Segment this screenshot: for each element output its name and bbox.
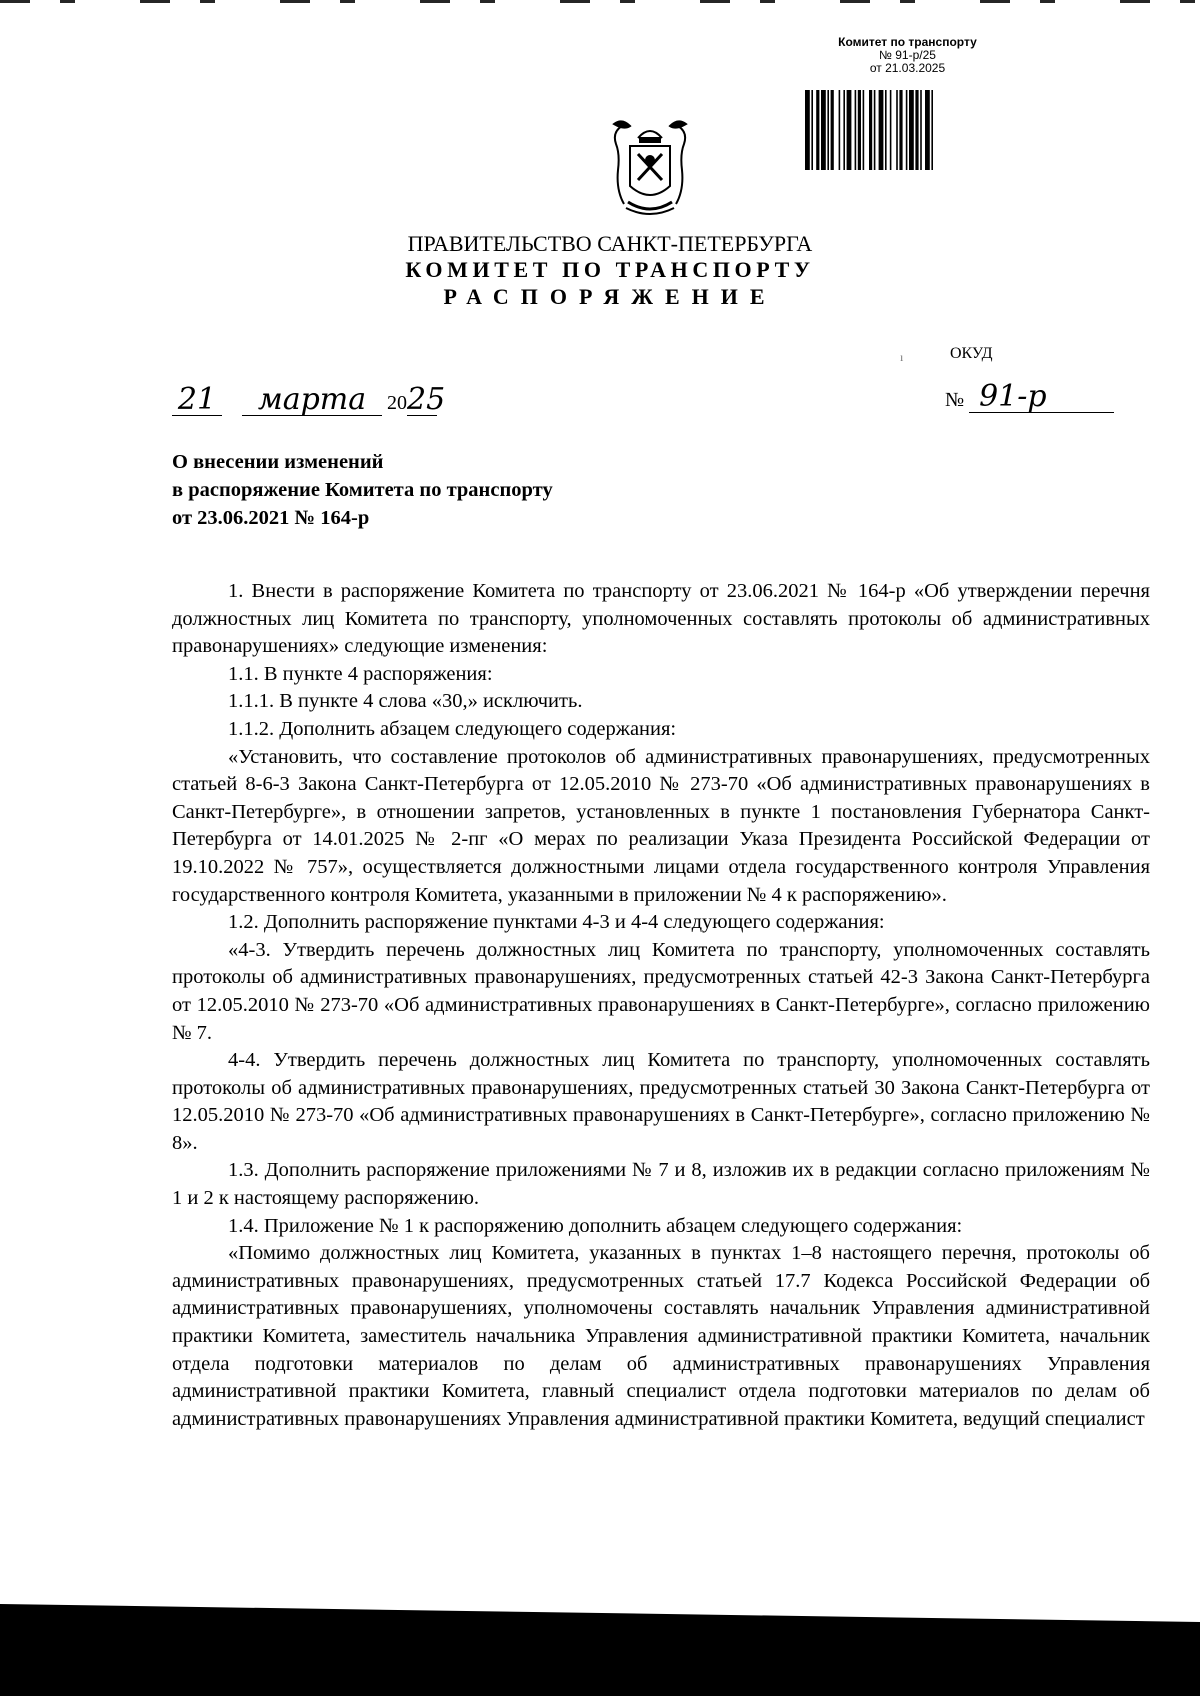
paragraph-1-2: 1.2. Дополнить распоряжение пунктами 4-3 и 4-4 следующего содержания: — [228, 911, 885, 934]
paragraph-4-4: 4-4. Утвердить перечень должностных лиц Комитета по транспорту, уполномоченных составлять протоколы об административных правонарушениях, предусмотренных статьей 30 Закона Санкт-Петербурга от 12.05.2010 № 273-70 «Об административных правонарушениях в Санкт-Петербурге», согласно приложению № 8». — [172, 1049, 1150, 1154]
barcode-bar — [890, 90, 892, 170]
coat-of-arms-icon — [600, 118, 700, 220]
barcode — [805, 90, 1010, 170]
barcode-bar — [896, 90, 898, 170]
barcode-bar — [816, 90, 819, 170]
subject-line-3: от 23.06.2021 № 164-р — [172, 507, 370, 529]
document-body — [172, 578, 1150, 1433]
paragraph-quote-1: «Установить, что составление протоколов об административных правонарушениях, предусмотренных статьей 8-6-3 Закона Санкт-Петербурга от 12.05.2010 № 273-70 «Об административных правонарушениях в Санкт-Петербурге», в отношении запретов, установленных в пункте 1 постановления Губернатора Санкт-Петербурга от 14.01.2025 № 2-пг «О мерах по реализации Указа Президента Российской Федерации от 19.10.2022 № 757», осуществляется должностными лицами отдела государственного контроля Управления государственного контроля Комитета, указанными в приложении № 4 к распоряжению». — [172, 745, 1150, 906]
subject-line-2: в распоряжение Комитета по транспорту — [172, 479, 553, 501]
barcode-bar — [805, 90, 810, 170]
barcode-bar — [915, 90, 918, 170]
date-year-suffix: 25 — [407, 382, 446, 417]
barcode-bar — [827, 90, 829, 170]
stamp-committee: Комитет по транспорту — [838, 35, 977, 49]
barcode-bar — [899, 90, 902, 170]
subject-line-1: О внесении изменений — [172, 451, 384, 473]
barcode-bar — [909, 90, 914, 170]
barcode-bar — [821, 90, 826, 170]
paragraph-quote-2: «Помимо должностных лиц Комитета, указанных в пунктах 1–8 настоящего перечня, протоколы об административных правонарушениях, предусмотренных статьей 17.7 Кодекса Российской Федерации об административных правонарушениях, уполномочены составлять начальник Управления административной практики Комитета, заместитель начальника Управления административной практики Комитета, начальник отдела подготовки материалов по делам об административных правонарушениях Управления административной практики Комитета, главный специалист отдела подготовки материалов по делам об административных правонарушениях Управления административной практики Комитета, ведущий специалист — [172, 1242, 1150, 1430]
paragraph-1: 1. Внести в распоряжение Комитета по транспорту от 23.06.2021 № 164-р «Об утверждении перечня должностных лиц Комитета по транспорту, уполномоченных составлять протоколы об административных правонарушениях» следующие изменения: — [172, 580, 1150, 658]
number-label: № — [945, 389, 965, 411]
barcode-bar — [839, 90, 841, 170]
number-value: 91-р — [969, 382, 1114, 413]
committee-title: КОМИТЕТ ПО ТРАНСПОРТУ — [405, 257, 815, 282]
paragraph-1-1-2: 1.1.2. Дополнить абзацем следующего содержания: — [228, 717, 677, 740]
paragraph-1-3: 1.3. Дополнить распоряжение приложениями № 7 и 8, изложив их в редакции согласно приложениям № 1 и 2 к настоящему распоряжению. — [172, 1159, 1150, 1210]
barcode-bar — [847, 90, 852, 170]
barcode-bar — [920, 90, 922, 170]
barcode-bar — [874, 90, 876, 170]
scan-bottom-edge — [0, 1622, 1200, 1696]
government-title: ПРАВИТЕЛЬСТВО САНКТ-ПЕТЕРБУРГА — [407, 231, 813, 256]
barcode-bar — [831, 90, 834, 170]
barcode-bar — [843, 90, 845, 170]
document-subject — [172, 448, 553, 532]
paragraph-4-3: «4-3. Утвердить перечень должностных лиц Комитета по транспорту, уполномоченных составлять протоколы об административных правонарушениях, предусмотренных статьей 42-3 Закона Санкт-Петербурга от 12.05.2010 № 273-70 «Об административных правонарушениях в Санкт-Петербурге», согласно приложению № 7. — [172, 938, 1150, 1044]
barcode-bar — [906, 90, 908, 170]
paragraph-1-1: 1.1. В пункте 4 распоряжения: — [228, 662, 493, 685]
barcode-bar — [811, 90, 813, 170]
barcode-bar — [855, 90, 857, 170]
stamp-reg-number: № 91-р/25 — [879, 48, 936, 62]
barcode-bar — [869, 90, 872, 170]
paragraph-1-4: 1.4. Приложение № 1 к распоряжению дополнить абзацем следующего содержания: — [228, 1214, 963, 1237]
barcode-bar — [885, 90, 887, 170]
document-number — [945, 379, 1114, 414]
barcode-bar — [858, 90, 861, 170]
barcode-bar — [925, 90, 930, 170]
scan-top-edge — [0, 0, 1200, 3]
date-month: марта — [242, 385, 382, 416]
barcode-bar — [931, 90, 933, 170]
stamp-reg-date: от 21.03.2025 — [869, 61, 946, 75]
paragraph-1-1-1: 1.1.1. В пункте 4 слова «30,» исключить. — [228, 690, 583, 713]
barcode-bar — [879, 90, 884, 170]
date-day: 21 — [172, 385, 222, 416]
date-year-prefix: 20 — [387, 392, 407, 414]
barcode-bar — [863, 90, 865, 170]
registration-stamp — [800, 36, 1015, 75]
scan-mark: ı — [900, 350, 904, 364]
document-type: РАСПОРЯЖЕНИЕ — [443, 284, 777, 309]
okud-label: ОКУД — [950, 345, 993, 362]
document-date — [172, 382, 446, 417]
